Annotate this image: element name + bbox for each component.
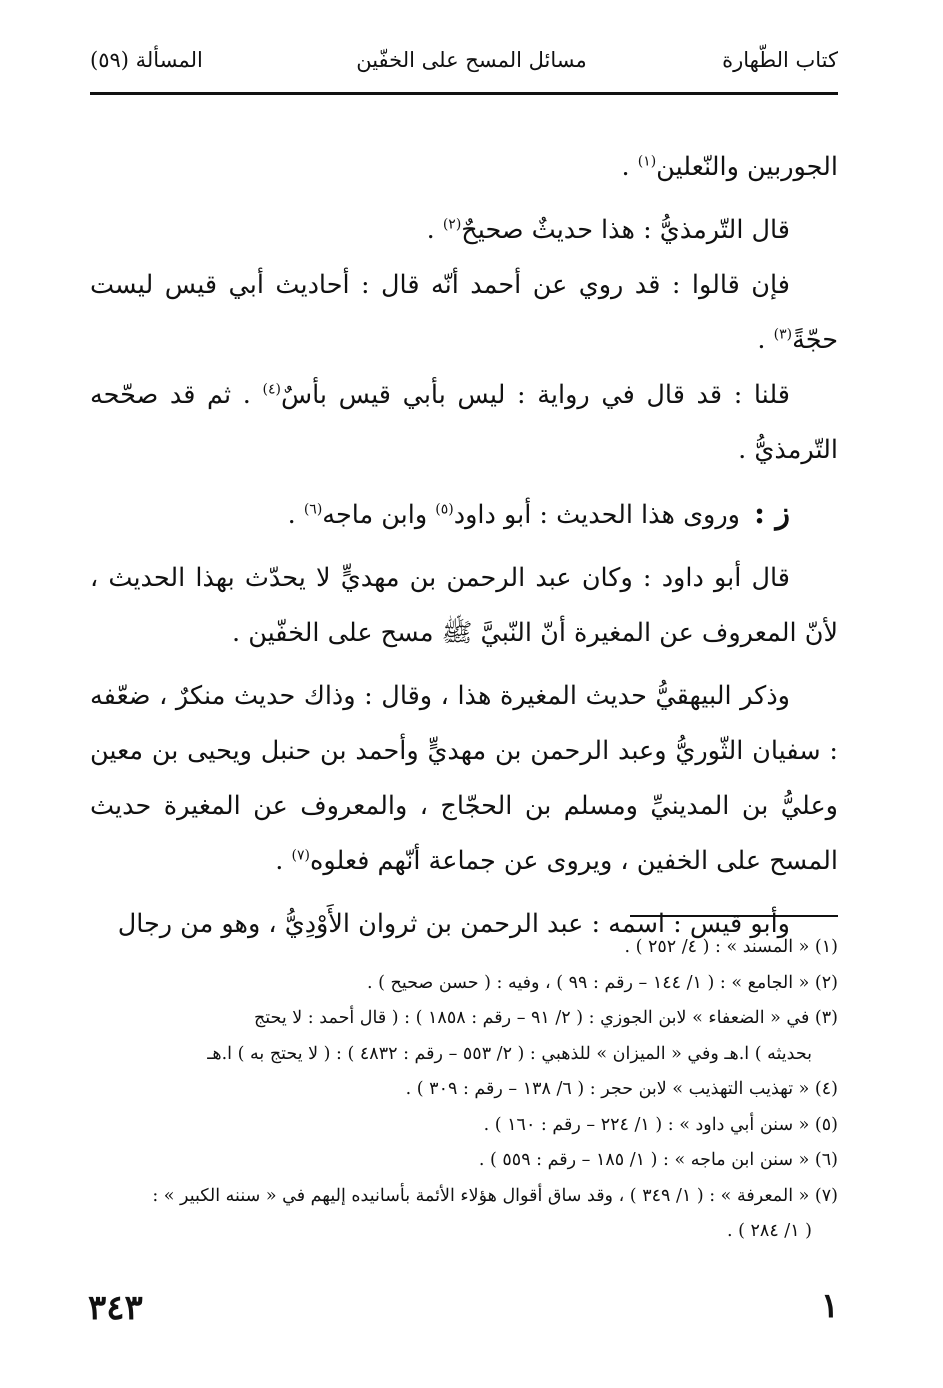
footnote-ref-3: (٣) [773,326,793,343]
paragraph-5: ز :وروى هذا الحديث : أبو داود$^{(٥)}$ وابن ماجه$^{(٦)}$ . [287,496,790,531]
footnote-7: (٧) « المعرفة » : ( ١/ ٣٤٩ ) ، وقد ساق أقوال هؤلاء الأئمة بأسانيده إليهم في « سننه الكبير » : [152,1185,838,1206]
footnote-3-continued: بحديثه ) ا.هـ وفي « الميزان » للذهبي : ( ٢/ ٥٥٣ – رقم : ٤٨٣٢ ) : ( لا يحتج به ) ا.هـ [207,1043,812,1064]
footnote-1: (١) « المسند » : ( ٤/ ٢٥٢ ) . [624,937,838,957]
footnote-ref-4: (٤) [262,381,281,398]
footnote-6: (٦) « سنن ابن ماجه » : ( ١/ ١٨٥ – رقم : ٥٥٩ ) . [478,1150,838,1170]
header-rule [90,92,838,95]
footnote-ref-7: (٧) [291,847,310,864]
page-number: ٣٤٣ [88,1288,143,1328]
paragraph-2: قال التّرمذيُّ : هذا حديثٌ صحيحٌ$^{(٢)}$ . [426,215,790,245]
running-header-book: كتاب الطّهارة [722,48,838,72]
running-header-chapter: مسائل المسح على الخفّين [356,48,587,72]
paragraph-4: قلنا : قد قال في رواية : ليس بأبي قيس بأسٌ$^{(٤)}$ . ثم قد صحّحه التّرمذيُّ . [90,380,838,465]
footnote-7-continued: ( ١/ ٢٨٤ ) . [727,1221,812,1241]
footnote-5: (٥) « سنن أبي داود » : ( ١/ ٢٢٤ – رقم : ١٦٠ ) . [483,1114,838,1135]
footnote-ref-5: (٥) [435,501,454,518]
zawaid-mark: ز : [753,496,790,531]
running-header-issue: المسألة (٥٩) [90,48,203,72]
footnote-ref-2: (٢) [442,216,462,233]
paragraph-7: وذكر البيهقيُّ حديث المغيرة هذا ، وقال : وذاك حديث منكرٌ ، ضعّفه : سفيان الثّوريُّ وعبد الرحمن بن مهديٍّ وأحمد بن حنبل ويحيى بن معين وعليُّ بن المدينيِّ ومسلم بن الحجّاج ، والمعروف عن المغيرة حديث المسح على الخفين ، ويروى عن جماعة أنّهم فعلوه$^{(٧)}$ . [90,681,838,876]
signature-mark: ١ [820,1286,839,1326]
paragraph-3: فإن قالوا : قد روي عن أحمد أنّه قال : أحاديث أبي قيس ليست حجّةً$^{(٣)}$ . [90,270,838,355]
footnote-3: (٣) في « الضعفاء » لابن الجوزي : ( ٢/ ٩١ – رقم : ١٨٥٨ ) : ( قال أحمد : لا يحتج [253,1008,838,1028]
paragraph-8: وأبو قيس : اسمه : عبد الرحمن بن ثروان الأَوْدِيُّ ، وهو من رجال [117,909,790,939]
footnote-rule [630,915,838,917]
paragraph-6: قال أبو داود : وكان عبد الرحمن بن مهديٍّ لا يحدّث بهذا الحديث ، لأنّ المعروف عن المغيرة أنّ النّبيَّ ﷺ مسح على الخفّين . [90,563,838,648]
footnote-ref-1: (١) [637,153,657,170]
footnote-4: (٤) « تهذيب التهذيب » لابن حجر : ( ٦/ ١٣٨ – رقم : ٣٠٩ ) . [405,1079,838,1099]
footnote-2: (٢) « الجامع » : ( ١/ ١٤٤ – رقم : ٩٩ ) ، وفيه : ( حسن صحيح ) . [367,972,838,993]
footnote-ref-6: (٦) [303,501,323,518]
footnotes [90,930,838,1250]
paragraph-1: الجوربين والنّعلين$^{(١)}$ . [621,152,838,182]
main-text [90,140,838,952]
